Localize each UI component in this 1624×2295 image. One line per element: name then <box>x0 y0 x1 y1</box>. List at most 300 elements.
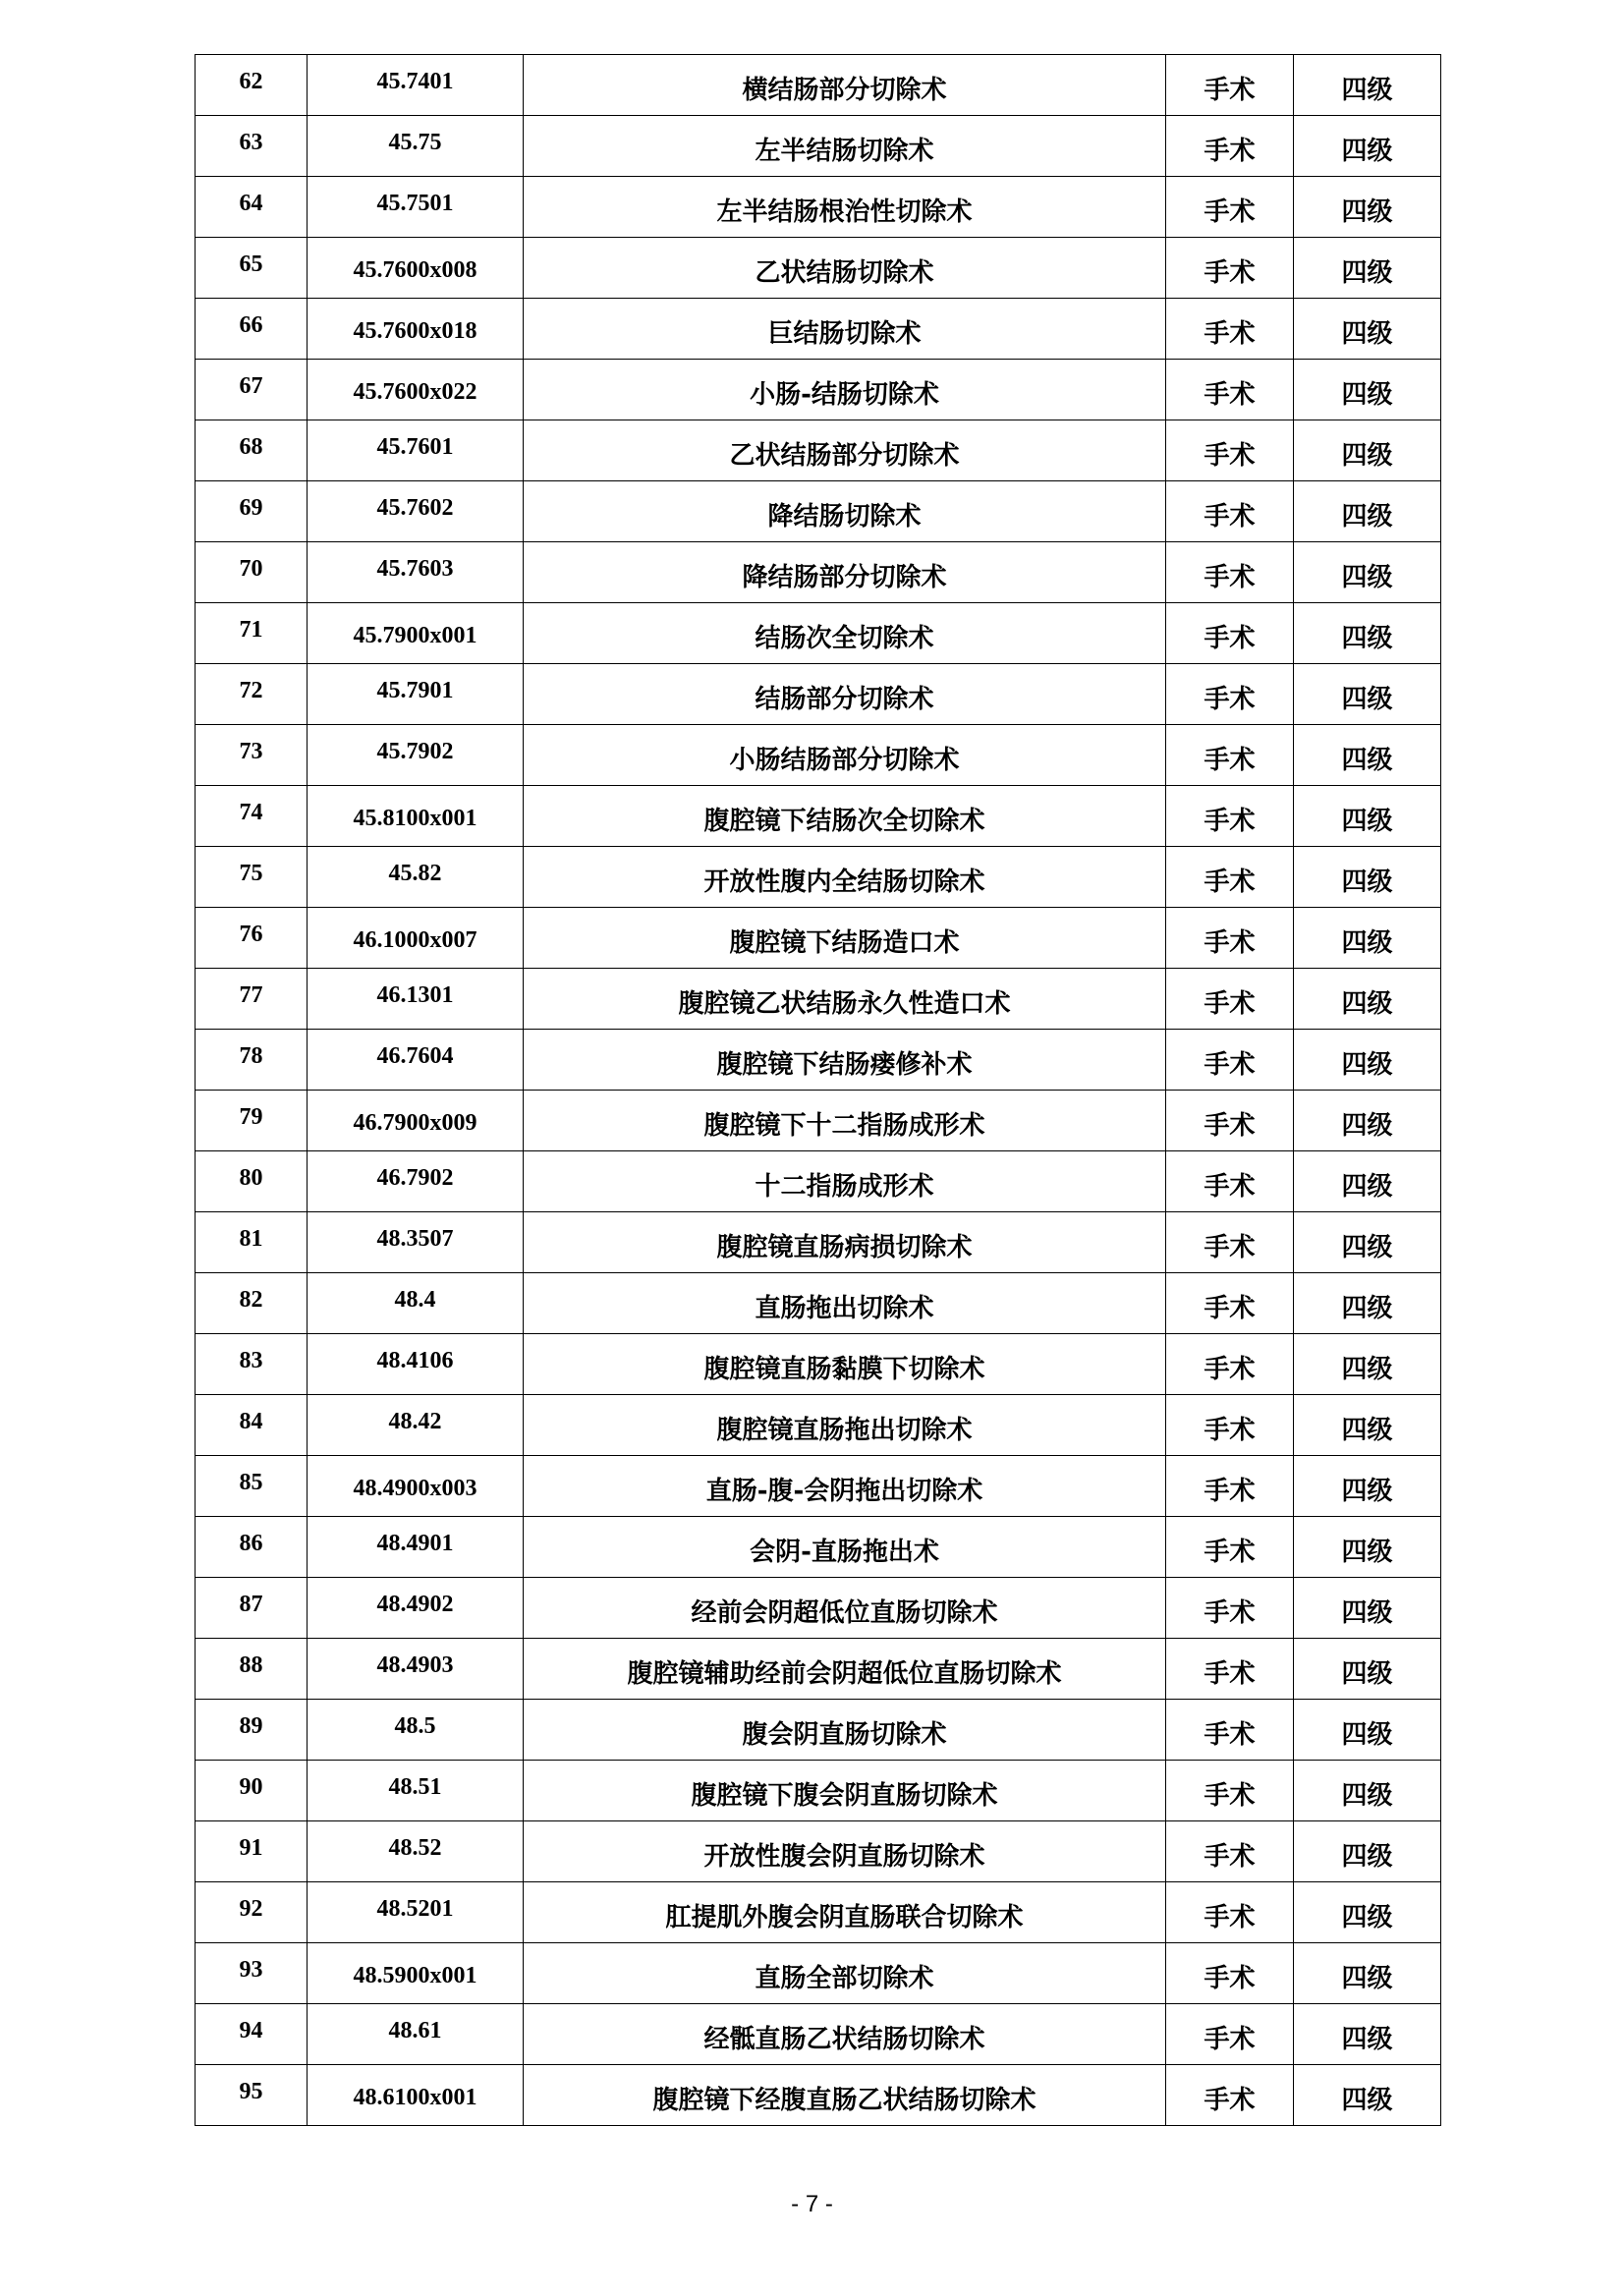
procedure-type-cell <box>1166 1761 1294 1821</box>
procedure-name-text: 腹会阴直肠切除术 <box>742 1720 947 1750</box>
procedure-level-text: 四级 <box>1341 1355 1393 1384</box>
procedure-name-text: 开放性腹内全结肠切除术 <box>703 868 985 897</box>
procedure-code-text: 46.7604 <box>376 1043 454 1069</box>
procedure-code-text: 45.7600x008 <box>353 257 477 283</box>
procedure-level-text: 四级 <box>1341 258 1393 288</box>
procedure-type-text: 手术 <box>1204 1050 1256 1080</box>
row-number-cell <box>196 1517 308 1578</box>
procedure-name-cell <box>524 1395 1166 1456</box>
procedure-type-text: 手术 <box>1204 1233 1256 1262</box>
row-number-text: 89 <box>239 1713 263 1739</box>
procedure-name-text: 左半结肠根治性切除术 <box>716 197 973 227</box>
procedure-code-cell <box>308 1943 524 2004</box>
row-number-text: 72 <box>239 678 263 703</box>
procedure-level-cell <box>1294 1882 1441 1943</box>
procedure-name-cell <box>524 1943 1166 2004</box>
table-row <box>196 1091 1441 1151</box>
procedure-type-text: 手术 <box>1204 502 1256 532</box>
procedure-name-cell <box>524 1273 1166 1334</box>
row-number-text: 67 <box>239 373 263 399</box>
table-row <box>196 238 1441 299</box>
row-number-text: 85 <box>239 1470 263 1495</box>
procedure-type-text: 手术 <box>1204 1659 1256 1689</box>
row-number-cell <box>196 847 308 908</box>
procedure-code-cell <box>308 1700 524 1761</box>
procedure-name-text: 腹腔镜下腹会阴直肠切除术 <box>691 1781 998 1811</box>
procedure-type-cell <box>1166 299 1294 360</box>
procedure-name-cell <box>524 847 1166 908</box>
procedure-level-text: 四级 <box>1341 1477 1393 1506</box>
row-number-cell <box>196 1761 308 1821</box>
procedure-level-cell <box>1294 481 1441 542</box>
page-number: - 7 - <box>791 2191 833 2217</box>
row-number-text: 63 <box>239 130 263 155</box>
procedure-type-cell <box>1166 664 1294 725</box>
table-row <box>196 116 1441 177</box>
procedure-table-body <box>196 55 1441 2126</box>
procedure-code-text: 45.7601 <box>376 434 454 460</box>
procedure-code-text: 48.6100x001 <box>353 2085 477 2110</box>
table-row <box>196 847 1441 908</box>
procedure-type-text: 手术 <box>1204 1111 1256 1141</box>
row-number-cell <box>196 1639 308 1700</box>
procedure-code-cell <box>308 1273 524 1334</box>
table-row <box>196 1882 1441 1943</box>
procedure-level-text: 四级 <box>1341 1598 1393 1628</box>
procedure-name-text: 腹腔镜辅助经前会阴超低位直肠切除术 <box>627 1659 1062 1689</box>
procedure-level-cell <box>1294 1334 1441 1395</box>
row-number-text: 94 <box>239 2018 263 2043</box>
table-row <box>196 1517 1441 1578</box>
table-row <box>196 420 1441 481</box>
procedure-code-text: 48.51 <box>388 1774 442 1800</box>
procedure-code-text: 48.52 <box>388 1835 442 1861</box>
procedure-type-cell <box>1166 1517 1294 1578</box>
table-row <box>196 2065 1441 2126</box>
procedure-name-text: 腹腔镜下十二指肠成形术 <box>703 1111 985 1141</box>
procedure-level-cell <box>1294 1030 1441 1091</box>
procedure-type-text: 手术 <box>1204 624 1256 653</box>
procedure-code-cell <box>308 481 524 542</box>
row-number-cell <box>196 908 308 969</box>
table-row <box>196 1456 1441 1517</box>
row-number-cell <box>196 1334 308 1395</box>
row-number-text: 82 <box>239 1287 263 1313</box>
procedure-level-text: 四级 <box>1341 1294 1393 1323</box>
procedure-name-text: 直肠-腹-会阴拖出切除术 <box>705 1477 983 1506</box>
procedure-level-text: 四级 <box>1341 1050 1393 1080</box>
table-row <box>196 908 1441 969</box>
row-number-cell <box>196 2004 308 2065</box>
row-number-text: 83 <box>239 1348 263 1373</box>
procedure-code-cell <box>308 1456 524 1517</box>
procedure-code-cell <box>308 786 524 847</box>
procedure-type-cell <box>1166 1273 1294 1334</box>
procedure-code-cell <box>308 1821 524 1882</box>
row-number-cell <box>196 360 308 420</box>
row-number-text: 87 <box>239 1592 263 1617</box>
procedure-name-text: 腹腔镜下经腹直肠乙状结肠切除术 <box>652 2086 1036 2115</box>
procedure-code-cell <box>308 360 524 420</box>
row-number-text: 71 <box>239 617 263 643</box>
procedure-code-cell <box>308 847 524 908</box>
row-number-cell <box>196 1456 308 1517</box>
procedure-code-cell <box>308 2065 524 2126</box>
procedure-level-text: 四级 <box>1341 319 1393 349</box>
procedure-level-cell <box>1294 1821 1441 1882</box>
procedure-type-cell <box>1166 1943 1294 2004</box>
procedure-name-cell <box>524 908 1166 969</box>
row-number-cell <box>196 1700 308 1761</box>
procedure-name-cell <box>524 177 1166 238</box>
procedure-type-text: 手术 <box>1204 1842 1256 1872</box>
row-number-cell <box>196 1943 308 2004</box>
procedure-type-cell <box>1166 847 1294 908</box>
procedure-code-text: 45.7501 <box>376 191 454 216</box>
procedure-name-cell <box>524 116 1166 177</box>
procedure-name-text: 小肠结肠部分切除术 <box>729 746 960 775</box>
procedure-level-text: 四级 <box>1341 989 1393 1019</box>
procedure-type-text: 手术 <box>1204 1964 1256 1993</box>
procedure-code-cell <box>308 1212 524 1273</box>
procedure-type-text: 手术 <box>1204 928 1256 958</box>
procedure-code-text: 45.7901 <box>376 678 454 703</box>
row-number-text: 91 <box>239 1835 263 1861</box>
procedure-code-cell <box>308 725 524 786</box>
procedure-level-text: 四级 <box>1341 137 1393 166</box>
table-row <box>196 1639 1441 1700</box>
procedure-level-text: 四级 <box>1341 624 1393 653</box>
row-number-cell <box>196 1212 308 1273</box>
procedure-level-cell <box>1294 299 1441 360</box>
procedure-type-text: 手术 <box>1204 1538 1256 1567</box>
procedure-name-text: 经前会阴超低位直肠切除术 <box>691 1598 998 1628</box>
row-number-text: 79 <box>239 1104 263 1130</box>
row-number-cell <box>196 1030 308 1091</box>
procedure-code-cell <box>308 299 524 360</box>
procedure-name-cell <box>524 1517 1166 1578</box>
row-number-text: 90 <box>239 1774 263 1800</box>
row-number-text: 65 <box>239 252 263 277</box>
procedure-type-cell <box>1166 420 1294 481</box>
procedure-type-cell <box>1166 1578 1294 1639</box>
procedure-name-cell <box>524 55 1166 116</box>
row-number-text: 73 <box>239 739 263 764</box>
procedure-level-cell <box>1294 542 1441 603</box>
procedure-level-cell <box>1294 1761 1441 1821</box>
procedure-code-text: 45.8100x001 <box>353 806 477 831</box>
procedure-name-cell <box>524 1578 1166 1639</box>
procedure-type-cell <box>1166 1212 1294 1273</box>
procedure-level-cell <box>1294 969 1441 1030</box>
table-row <box>196 1212 1441 1273</box>
procedure-type-cell <box>1166 360 1294 420</box>
procedure-name-cell <box>524 238 1166 299</box>
procedure-code-text: 46.7902 <box>376 1165 454 1191</box>
row-number-cell <box>196 664 308 725</box>
procedure-type-cell <box>1166 116 1294 177</box>
procedure-type-text: 手术 <box>1204 258 1256 288</box>
procedure-code-text: 48.4900x003 <box>353 1476 477 1501</box>
procedure-level-text: 四级 <box>1341 197 1393 227</box>
procedure-type-text: 手术 <box>1204 1781 1256 1811</box>
procedure-name-cell <box>524 299 1166 360</box>
procedure-name-text: 乙状结肠部分切除术 <box>729 441 960 471</box>
procedure-name-cell <box>524 1700 1166 1761</box>
procedure-type-text: 手术 <box>1204 746 1256 775</box>
procedure-type-text: 手术 <box>1204 441 1256 471</box>
procedure-name-cell <box>524 1639 1166 1700</box>
row-number-text: 81 <box>239 1226 263 1252</box>
row-number-cell <box>196 725 308 786</box>
procedure-level-text: 四级 <box>1341 502 1393 532</box>
procedure-name-text: 乙状结肠切除术 <box>755 258 934 288</box>
procedure-type-cell <box>1166 908 1294 969</box>
procedure-name-text: 横结肠部分切除术 <box>742 76 947 105</box>
procedure-type-text: 手术 <box>1204 1477 1256 1506</box>
row-number-text: 77 <box>239 982 263 1008</box>
procedure-level-text: 四级 <box>1341 928 1393 958</box>
procedure-name-text: 经骶直肠乙状结肠切除术 <box>703 2025 985 2054</box>
table-row <box>196 299 1441 360</box>
procedure-type-text: 手术 <box>1204 197 1256 227</box>
procedure-level-cell <box>1294 1700 1441 1761</box>
procedure-name-cell <box>524 969 1166 1030</box>
procedure-level-cell <box>1294 664 1441 725</box>
procedure-level-cell <box>1294 1639 1441 1700</box>
procedure-name-text: 巨结肠切除术 <box>767 319 922 349</box>
procedure-code-cell <box>308 238 524 299</box>
procedure-name-text: 会阴-直肠拖出术 <box>750 1538 939 1567</box>
table-row <box>196 55 1441 116</box>
row-number-text: 64 <box>239 191 263 216</box>
procedure-type-cell <box>1166 1821 1294 1882</box>
procedure-level-text: 四级 <box>1341 1659 1393 1689</box>
procedure-type-text: 手术 <box>1204 1172 1256 1202</box>
procedure-level-cell <box>1294 908 1441 969</box>
procedure-name-cell <box>524 2004 1166 2065</box>
procedure-name-text: 开放性腹会阴直肠切除术 <box>703 1842 985 1872</box>
procedure-type-cell <box>1166 1334 1294 1395</box>
procedure-name-cell <box>524 1212 1166 1273</box>
procedure-code-cell <box>308 603 524 664</box>
row-number-text: 62 <box>239 69 263 94</box>
procedure-code-text: 48.4901 <box>376 1531 454 1556</box>
procedure-name-text: 腹腔镜直肠黏膜下切除术 <box>703 1355 985 1384</box>
procedure-level-text: 四级 <box>1341 807 1393 836</box>
row-number-cell <box>196 116 308 177</box>
procedure-name-text: 左半结肠切除术 <box>755 137 934 166</box>
procedure-code-text: 45.7603 <box>376 556 454 582</box>
procedure-type-text: 手术 <box>1204 1416 1256 1445</box>
procedure-level-cell <box>1294 603 1441 664</box>
procedure-level-text: 四级 <box>1341 1111 1393 1141</box>
row-number-text: 80 <box>239 1165 263 1191</box>
procedure-type-cell <box>1166 1700 1294 1761</box>
procedure-type-text: 手术 <box>1204 1598 1256 1628</box>
row-number-cell <box>196 1273 308 1334</box>
row-number-text: 93 <box>239 1957 263 1983</box>
procedure-type-cell <box>1166 1151 1294 1212</box>
procedure-code-cell <box>308 116 524 177</box>
procedure-code-text: 45.7401 <box>376 69 454 94</box>
procedure-code-text: 48.61 <box>388 2018 442 2043</box>
table-row <box>196 177 1441 238</box>
procedure-code-cell <box>308 969 524 1030</box>
procedure-type-text: 手术 <box>1204 563 1256 592</box>
table-row <box>196 1761 1441 1821</box>
row-number-text: 95 <box>239 2079 263 2104</box>
row-number-cell <box>196 1151 308 1212</box>
procedure-level-text: 四级 <box>1341 1842 1393 1872</box>
procedure-name-text: 降结肠切除术 <box>767 502 922 532</box>
row-number-cell <box>196 177 308 238</box>
procedure-type-cell <box>1166 969 1294 1030</box>
procedure-level-text: 四级 <box>1341 1172 1393 1202</box>
procedure-type-text: 手术 <box>1204 1720 1256 1750</box>
procedure-level-text: 四级 <box>1341 1781 1393 1811</box>
row-number-cell <box>196 1578 308 1639</box>
procedure-code-text: 46.7900x009 <box>353 1110 477 1136</box>
procedure-name-cell <box>524 2065 1166 2126</box>
procedure-name-text: 腹腔镜下结肠瘘修补术 <box>716 1050 973 1080</box>
procedure-type-cell <box>1166 725 1294 786</box>
procedure-level-text: 四级 <box>1341 2086 1393 2115</box>
procedure-type-text: 手术 <box>1204 319 1256 349</box>
procedure-name-cell <box>524 1091 1166 1151</box>
procedure-level-cell <box>1294 360 1441 420</box>
procedure-level-text: 四级 <box>1341 1903 1393 1932</box>
procedure-code-cell <box>308 1334 524 1395</box>
procedure-type-text: 手术 <box>1204 868 1256 897</box>
procedure-type-cell <box>1166 1030 1294 1091</box>
row-number-cell <box>196 1395 308 1456</box>
procedure-code-cell <box>308 1517 524 1578</box>
procedure-level-cell <box>1294 177 1441 238</box>
procedure-level-cell <box>1294 55 1441 116</box>
procedure-level-cell <box>1294 1456 1441 1517</box>
procedure-name-text: 结肠部分切除术 <box>755 685 934 714</box>
procedure-type-cell <box>1166 542 1294 603</box>
row-number-cell <box>196 238 308 299</box>
table-row <box>196 1821 1441 1882</box>
procedure-type-text: 手术 <box>1204 76 1256 105</box>
table-row <box>196 1943 1441 2004</box>
row-number-cell <box>196 786 308 847</box>
row-number-text: 86 <box>239 1531 263 1556</box>
procedure-type-cell <box>1166 1882 1294 1943</box>
procedure-type-text: 手术 <box>1204 1355 1256 1384</box>
procedure-code-cell <box>308 420 524 481</box>
procedure-code-text: 48.3507 <box>376 1226 454 1252</box>
procedure-type-text: 手术 <box>1204 137 1256 166</box>
procedure-name-text: 降结肠部分切除术 <box>742 563 947 592</box>
row-number-text: 88 <box>239 1652 263 1678</box>
procedure-code-cell <box>308 664 524 725</box>
row-number-cell <box>196 1882 308 1943</box>
procedure-name-text: 腹腔镜直肠拖出切除术 <box>716 1416 973 1445</box>
procedure-type-cell <box>1166 1639 1294 1700</box>
table-row <box>196 603 1441 664</box>
procedure-level-cell <box>1294 420 1441 481</box>
procedure-name-cell <box>524 786 1166 847</box>
procedure-type-text: 手术 <box>1204 807 1256 836</box>
procedure-type-cell <box>1166 786 1294 847</box>
procedure-name-cell <box>524 420 1166 481</box>
procedure-type-cell <box>1166 2004 1294 2065</box>
procedure-code-text: 48.4106 <box>376 1348 454 1373</box>
procedure-name-cell <box>524 1456 1166 1517</box>
row-number-cell <box>196 603 308 664</box>
table-row <box>196 542 1441 603</box>
procedure-name-text: 腹腔镜直肠病损切除术 <box>716 1233 973 1262</box>
row-number-cell <box>196 969 308 1030</box>
procedure-code-cell <box>308 2004 524 2065</box>
procedure-code-text: 46.1301 <box>376 982 454 1008</box>
procedure-level-text: 四级 <box>1341 441 1393 471</box>
procedure-code-text: 45.7902 <box>376 739 454 764</box>
procedure-table <box>195 54 1441 2126</box>
procedure-type-text: 手术 <box>1204 1903 1256 1932</box>
procedure-level-cell <box>1294 1517 1441 1578</box>
procedure-name-text: 直肠全部切除术 <box>755 1964 934 1993</box>
procedure-level-text: 四级 <box>1341 1416 1393 1445</box>
row-number-text: 68 <box>239 434 263 460</box>
table-row <box>196 1700 1441 1761</box>
procedure-name-text: 小肠-结肠切除术 <box>750 380 939 410</box>
procedure-code-cell <box>308 1030 524 1091</box>
procedure-code-text: 46.1000x007 <box>353 927 477 953</box>
procedure-type-cell <box>1166 2065 1294 2126</box>
row-number-text: 69 <box>239 495 263 521</box>
procedure-code-cell <box>308 1882 524 1943</box>
procedure-type-text: 手术 <box>1204 989 1256 1019</box>
procedure-code-text: 48.42 <box>388 1409 442 1434</box>
row-number-cell <box>196 1821 308 1882</box>
procedure-level-cell <box>1294 1091 1441 1151</box>
procedure-level-cell <box>1294 1212 1441 1273</box>
procedure-code-cell <box>308 1639 524 1700</box>
row-number-text: 75 <box>239 861 263 886</box>
procedure-code-text: 48.5 <box>394 1713 436 1739</box>
procedure-code-cell <box>308 908 524 969</box>
procedure-name-cell <box>524 1882 1166 1943</box>
table-row <box>196 725 1441 786</box>
procedure-level-text: 四级 <box>1341 868 1393 897</box>
procedure-code-text: 45.7600x018 <box>353 318 477 344</box>
procedure-level-cell <box>1294 1943 1441 2004</box>
procedure-name-cell <box>524 1821 1166 1882</box>
procedure-code-cell <box>308 1151 524 1212</box>
row-number-text: 78 <box>239 1043 263 1069</box>
table-row <box>196 1395 1441 1456</box>
procedure-code-text: 48.4902 <box>376 1592 454 1617</box>
procedure-level-text: 四级 <box>1341 380 1393 410</box>
procedure-level-cell <box>1294 725 1441 786</box>
table-row <box>196 481 1441 542</box>
procedure-level-text: 四级 <box>1341 1964 1393 1993</box>
procedure-code-text: 48.4 <box>394 1287 436 1313</box>
procedure-code-cell <box>308 542 524 603</box>
procedure-level-cell <box>1294 1151 1441 1212</box>
row-number-cell <box>196 1091 308 1151</box>
procedure-level-cell <box>1294 1395 1441 1456</box>
procedure-name-text: 结肠次全切除术 <box>755 624 934 653</box>
procedure-type-cell <box>1166 238 1294 299</box>
procedure-code-text: 45.82 <box>388 861 442 886</box>
procedure-name-cell <box>524 1761 1166 1821</box>
procedure-code-cell <box>308 1091 524 1151</box>
